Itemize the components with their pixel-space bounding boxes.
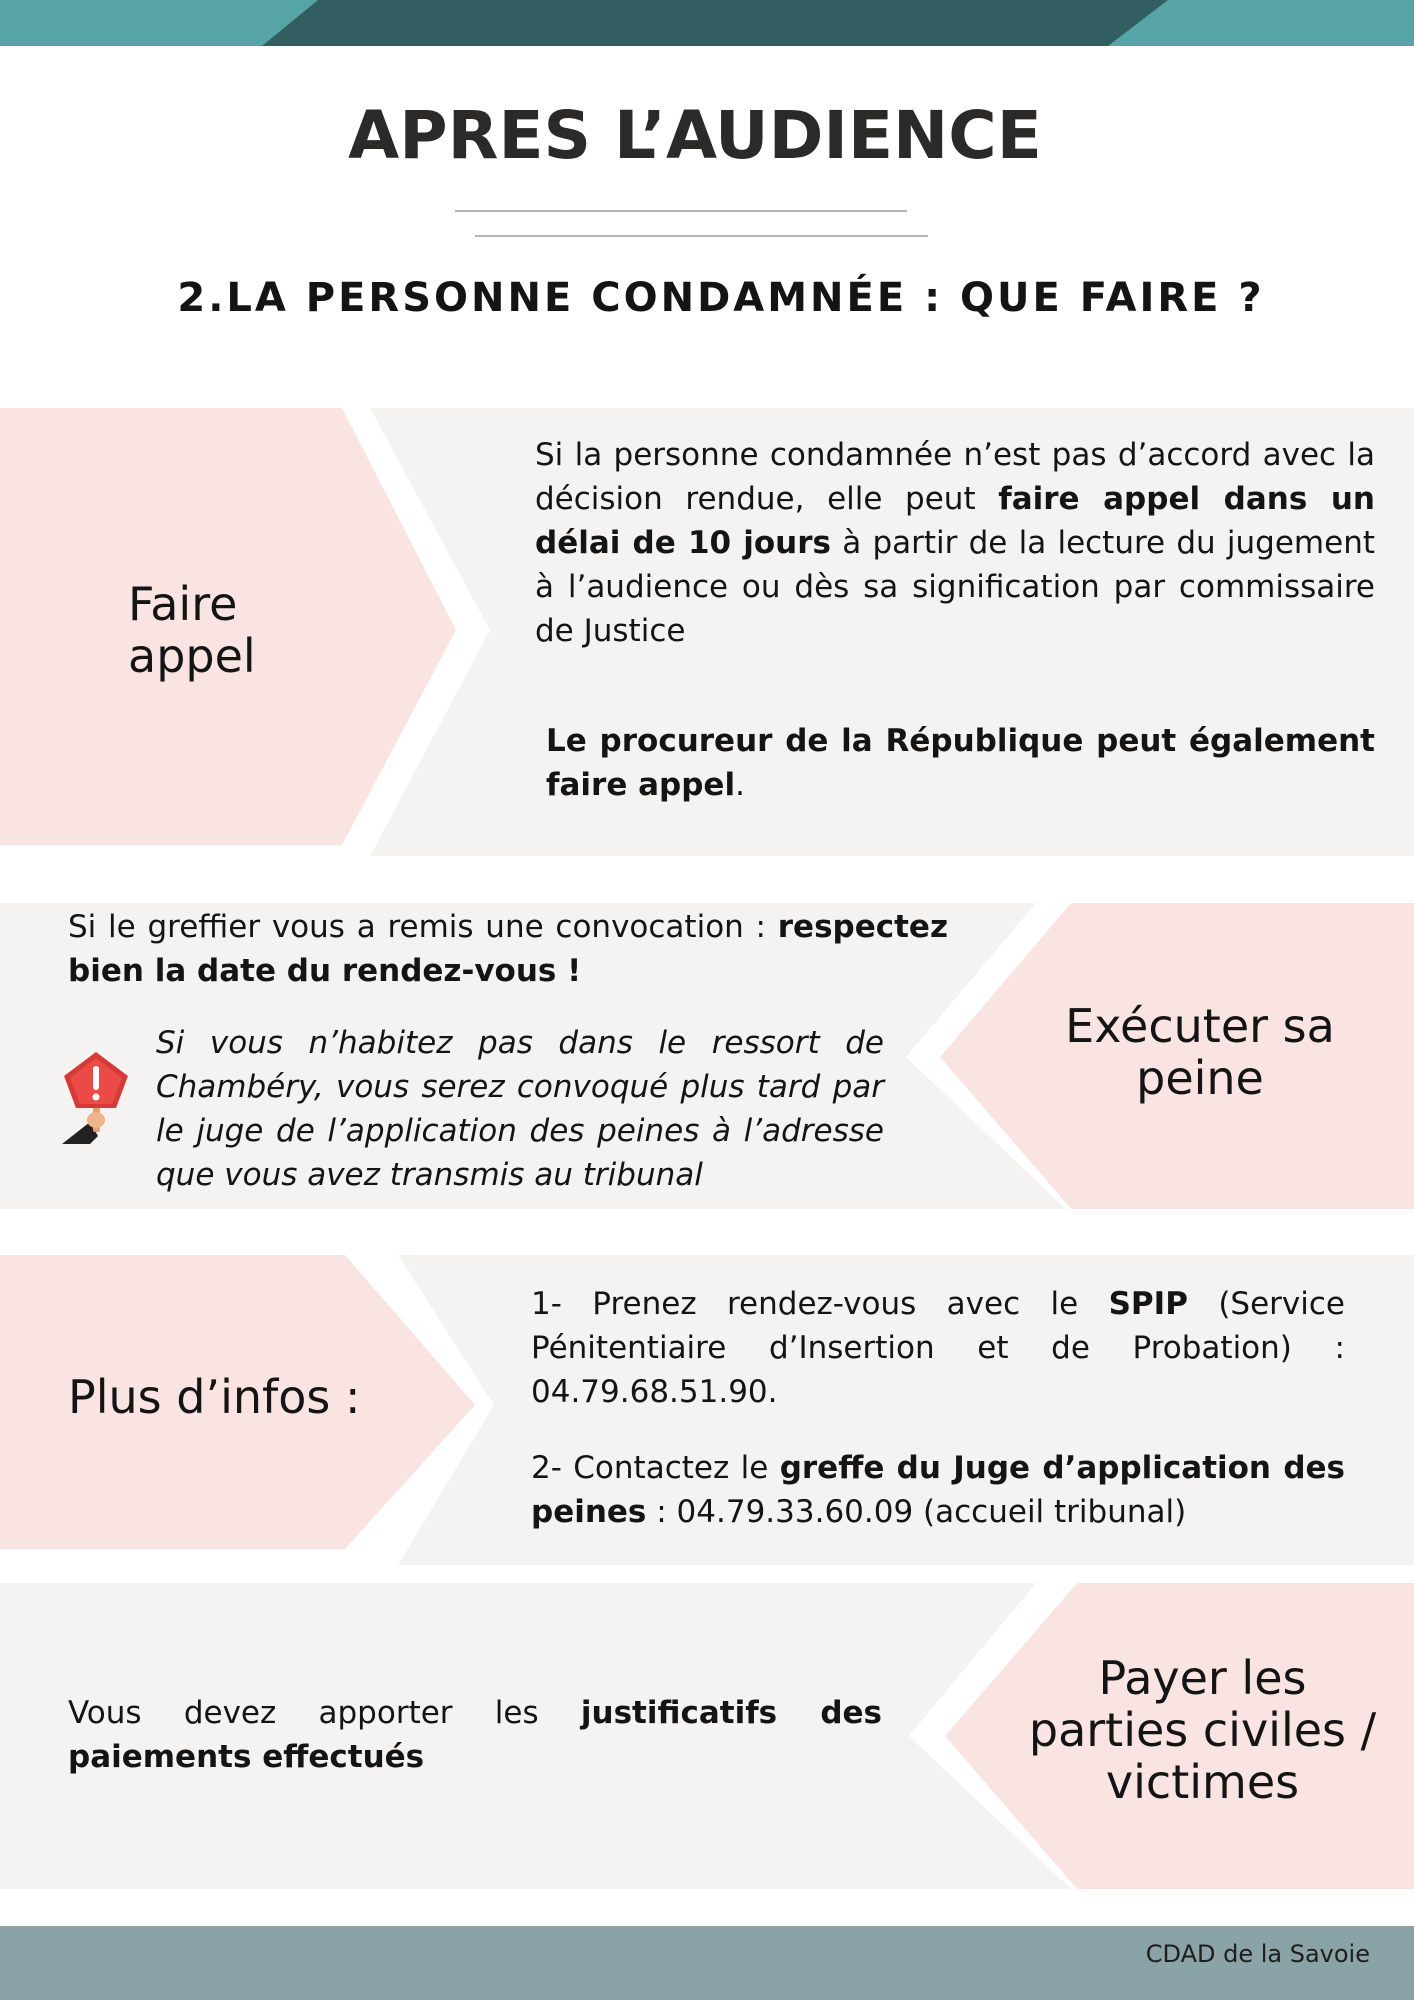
greffe-text-part1: 2- Contactez le — [531, 1450, 780, 1486]
greffe-text-part2: : 04.79.33.60.09 (accueil tribunal) — [646, 1494, 1187, 1530]
prosecutor-bold: Le procureur de la République peut également faire appel — [546, 723, 1375, 803]
pay-label-line3: victimes — [1105, 1755, 1300, 1809]
convocation-bold: respectez bien la date du rendez-vous ! — [68, 909, 948, 989]
greffe-bold: greffe du Juge d’application des peines — [531, 1450, 1345, 1530]
appeal-label — [90, 578, 290, 682]
appeal-label-line2: appel — [128, 629, 256, 683]
execute-label-line2: peine — [1136, 1051, 1264, 1105]
footer-credit: CDAD de la Savoie — [1145, 1940, 1370, 1968]
info-label: Plus d’infos : — [68, 1370, 361, 1424]
greffe-paragraph — [531, 1446, 1345, 1534]
appeal-deadline-bold: faire appel dans un délai de 10 jours — [535, 481, 1375, 561]
execute-label-line1: Exécuter sa — [1065, 999, 1335, 1053]
pay-bold: justificatifs des paiements effectués — [68, 1695, 882, 1775]
appeal-text-part1: Si la personne condamnée n’est pas d’accord avec la décision rendue, elle peut — [535, 437, 1375, 517]
appeal-paragraph — [535, 433, 1375, 653]
warning-paragraph: Si vous n’habitez pas dans le ressort de Chambéry, vous serez convoqué plus tard par le juge de l’application des peines à l’adresse que vous avez transmis au tribunal — [156, 1025, 884, 1193]
spip-text-part2: (Service Pénitentiaire d’Insertion et de Probation) : 04.79.68.51.90. — [531, 1286, 1345, 1410]
top-banner-dark — [262, 0, 1168, 46]
appeal-text-part2: à partir de la lecture du jugement à l’audience ou dès sa signification par commissaire de Justice — [535, 525, 1375, 649]
page-title: APRES L’AUDIENCE — [348, 97, 1042, 174]
spip-paragraph — [531, 1282, 1345, 1414]
pay-text: Vous devez apporter les — [68, 1695, 581, 1731]
appeal-label-line1: Faire — [128, 577, 238, 631]
execute-label — [1030, 1000, 1370, 1104]
title-divider-bottom — [475, 235, 928, 237]
prosecutor-paragraph — [546, 719, 1375, 807]
spip-bold: SPIP — [1108, 1286, 1188, 1322]
convocation-text: Si le greffier vous a remis une convocation : — [68, 909, 778, 945]
pay-paragraph — [68, 1691, 882, 1779]
page-subtitle: 2.LA PERSONNE CONDAMNÉE : QUE FAIRE ? — [177, 275, 1265, 321]
warning-sign-icon — [60, 1050, 132, 1146]
prosecutor-end: . — [735, 767, 745, 803]
title-divider-top — [455, 210, 907, 212]
pay-label-line1: Payer les — [1098, 1651, 1307, 1705]
convocation-paragraph — [68, 905, 948, 993]
spip-text-part1: 1- Prenez rendez-vous avec le — [531, 1286, 1109, 1322]
pay-label — [1020, 1652, 1385, 1808]
pay-label-line2: parties civiles / — [1028, 1703, 1377, 1757]
top-banner — [0, 0, 1414, 46]
